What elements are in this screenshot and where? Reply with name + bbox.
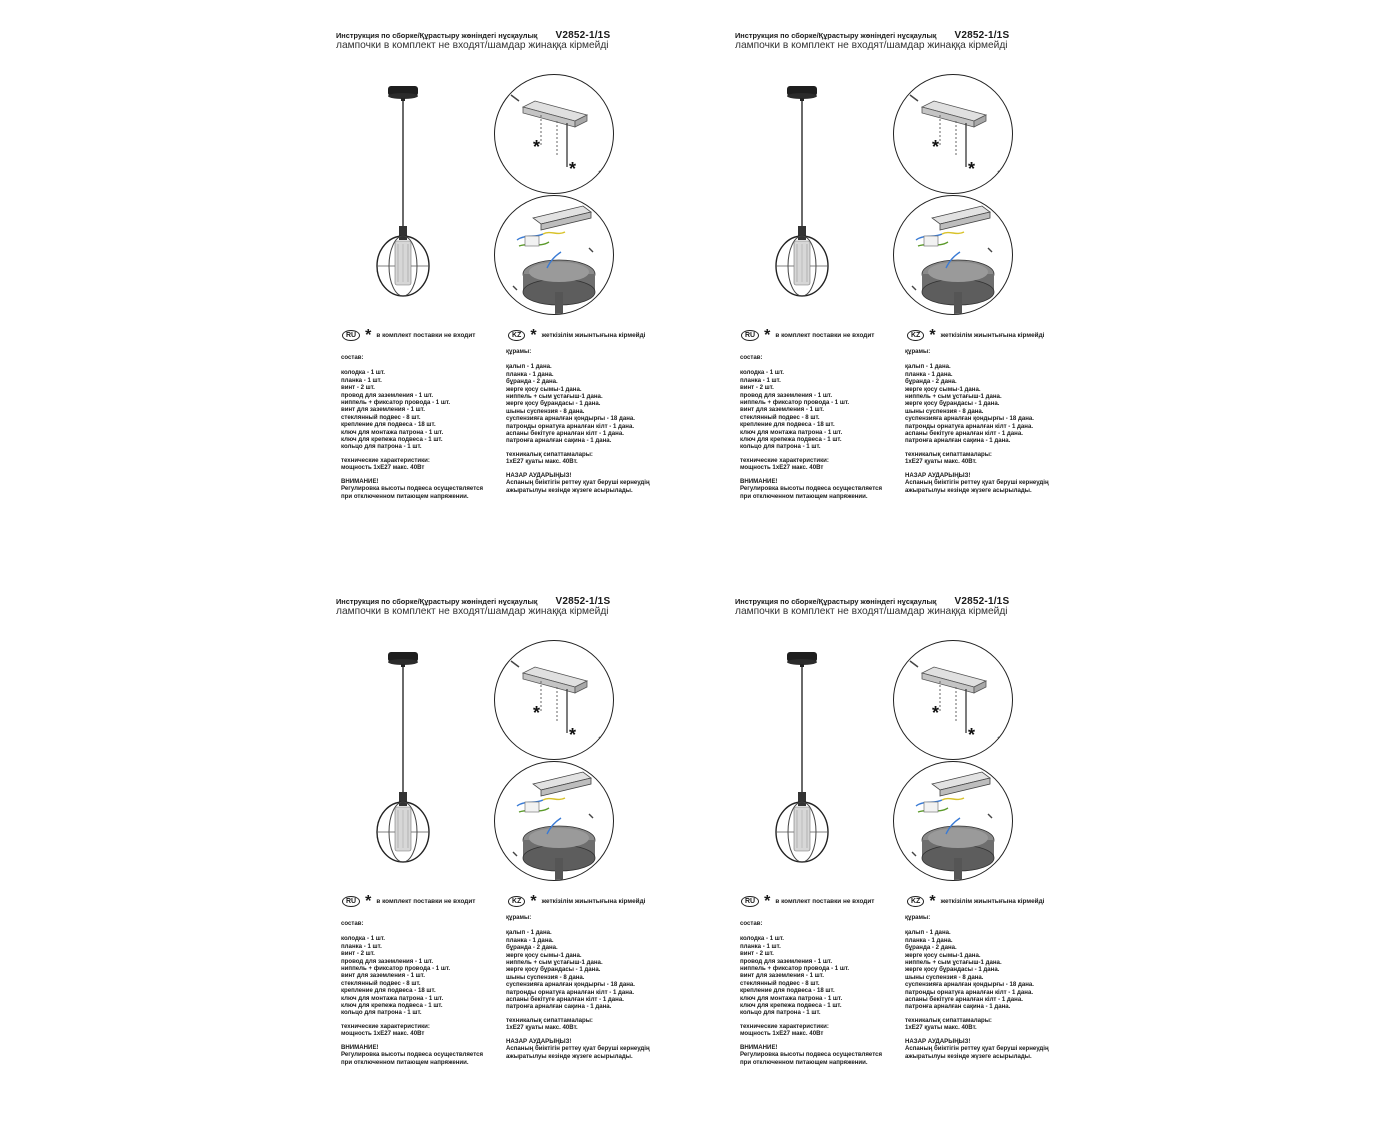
list-item: қалып - 1 дана.	[905, 929, 951, 937]
list-item: ключ для монтажа патрона - 1 шт.	[740, 994, 843, 1002]
pendant-lamp-illustration	[773, 642, 843, 872]
kz-warning-heading: НАЗАР АУДАРЫҢЫЗ!	[506, 471, 572, 479]
legend-kz	[508, 326, 646, 344]
list-item: ниппель + фиксатор провода - 1 шт.	[740, 965, 850, 973]
kz-contents-column	[905, 914, 1049, 1060]
kz-badge: KZ	[508, 896, 525, 907]
list-item: ниппель + фиксатор провода - 1 шт.	[740, 399, 850, 407]
instruction-sheet-bottom-right	[735, 596, 1075, 1116]
list-item: планка - 1 шт.	[740, 376, 781, 384]
list-item: ключ для крепежа подвеса - 1 шт.	[740, 1002, 842, 1010]
canopy-wiring-detail	[494, 195, 614, 315]
instruction-sheet-bottom-left	[336, 596, 676, 1116]
legend-ru	[342, 326, 476, 344]
list-item: бұранда - 2 дана.	[506, 944, 558, 952]
list-item: колодка - 1 шт.	[341, 935, 385, 943]
list-item: аспаны бекітуге арналған кілт - 1 дана.	[905, 996, 1023, 1004]
asterisk-icon: *	[929, 326, 936, 344]
kz-badge: KZ	[508, 330, 525, 341]
list-item: планка - 1 шт.	[740, 942, 781, 950]
kz-parts-list	[905, 363, 1049, 444]
list-item: ниппель + сым ұстағыш-1 дана.	[905, 959, 1002, 967]
list-item: ниппель + сым ұстағыш-1 дана.	[506, 393, 603, 401]
svg-text:*: *	[968, 159, 976, 179]
kz-contents-heading: құрамы:	[506, 348, 532, 355]
kz-tech-value: 1хЕ27 қуаты макс. 40Вт.	[506, 458, 578, 466]
kz-badge: KZ	[907, 330, 924, 341]
kz-badge: KZ	[907, 896, 924, 907]
ru-warning-heading: ВНИМАНИЕ!	[341, 1043, 379, 1051]
kz-parts-list	[506, 363, 650, 444]
kz-warning-line: Аспаның биіктігін реттеу қуат беруші кернеудің	[905, 479, 1049, 487]
ru-warning-heading: ВНИМАНИЕ!	[740, 477, 778, 485]
list-item: крепление для подвеса - 18 шт.	[341, 987, 436, 995]
list-item: ключ для крепежа подвеса - 1 шт.	[740, 436, 842, 444]
legend-kz	[508, 892, 646, 910]
list-item: винт для заземления - 1 шт.	[341, 972, 425, 980]
list-item: колодка - 1 шт.	[740, 369, 784, 377]
kz-contents-heading: құрамы:	[506, 914, 532, 921]
ru-tech-value: мощность 1хЕ27 макс. 40Вт	[740, 1030, 824, 1038]
list-item: ключ для монтажа патрона - 1 шт.	[740, 428, 843, 436]
bulbs-note: лампочки в комплект не входят/шамдар жинаққа кірмейді	[336, 606, 609, 617]
kz-warning-heading: НАЗАР АУДАРЫҢЫЗ!	[905, 471, 971, 479]
list-item: планка - 1 шт.	[341, 942, 382, 950]
title-text: Инструкция по сборке/Құрастыру жөніндегі нұсқаулық	[735, 597, 937, 606]
list-item: жерге қосу бұрандасы - 1 дана.	[905, 966, 1000, 974]
kz-contents-heading: құрамы:	[905, 348, 931, 355]
instruction-sheet-top-left	[336, 30, 676, 550]
legend-kz-text: жеткізілім жиынтығына кірмейді	[541, 332, 646, 339]
kz-tech-value: 1хЕ27 қуаты макс. 40Вт.	[905, 1024, 977, 1032]
asterisk-icon: *	[530, 892, 537, 910]
mounting-plate-detail	[494, 640, 614, 760]
list-item: патронды орнатуға арналған кілт - 1 дана.	[905, 422, 1034, 430]
list-item: винт для заземления - 1 шт.	[740, 972, 824, 980]
list-item: винт - 2 шт.	[341, 384, 375, 392]
mounting-plate-detail	[893, 640, 1013, 760]
ru-badge: RU	[741, 896, 759, 907]
list-item: ниппель + фиксатор провода - 1 шт.	[341, 965, 451, 973]
svg-text:*: *	[968, 725, 976, 745]
list-item: винт для заземления - 1 шт.	[341, 406, 425, 414]
kz-warning-heading: НАЗАР АУДАРЫҢЫЗ!	[506, 1037, 572, 1045]
list-item: патронды орнатуға арналған кілт - 1 дана.	[905, 988, 1034, 996]
list-item: колодка - 1 шт.	[740, 935, 784, 943]
asterisk-icon: *	[530, 326, 537, 344]
list-item: патронға арналған сақина - 1 дана.	[506, 1003, 612, 1011]
ru-parts-list	[341, 935, 483, 1016]
legend-ru-text: в комплект поставки не входит	[376, 898, 476, 905]
pendant-lamp-illustration	[374, 642, 444, 872]
kz-tech-value: 1хЕ27 қуаты макс. 40Вт.	[506, 1024, 578, 1032]
svg-text:*: *	[533, 137, 541, 157]
list-item: кольцо для патрона - 1 шт.	[740, 443, 821, 451]
ru-contents-heading: состав:	[341, 920, 364, 927]
list-item: патронға арналған сақина - 1 дана.	[905, 437, 1011, 445]
ru-warning-line: при отключенном питающем напряжении.	[740, 1058, 868, 1066]
list-item: ниппель + сым ұстағыш-1 дана.	[905, 393, 1002, 401]
list-item: ключ для крепежа подвеса - 1 шт.	[341, 436, 443, 444]
legend-kz-text: жеткізілім жиынтығына кірмейді	[940, 898, 1045, 905]
ru-warning-line: при отключенном питающем напряжении.	[341, 492, 469, 500]
kz-warning-line: ажыратылуы кезінде жүзеге асырылады.	[905, 486, 1032, 494]
legend-ru	[342, 892, 476, 910]
list-item: жерге қосу сымы-1 дана.	[506, 951, 582, 959]
list-item: провод для заземления - 1 шт.	[740, 957, 833, 965]
list-item: суспензияға арналған қондырғы - 18 дана.	[905, 981, 1034, 989]
ru-contents-column	[740, 354, 882, 500]
list-item: ключ для крепежа подвеса - 1 шт.	[341, 1002, 443, 1010]
list-item: бұранда - 2 дана.	[506, 378, 558, 386]
list-item: кольцо для патрона - 1 шт.	[341, 443, 422, 451]
legend-kz-text: жеткізілім жиынтығына кірмейді	[940, 332, 1045, 339]
kz-tech-value: 1хЕ27 қуаты макс. 40Вт.	[905, 458, 977, 466]
ru-badge: RU	[342, 330, 360, 341]
svg-text:*: *	[569, 725, 577, 745]
instruction-sheet-top-right	[735, 30, 1075, 550]
ru-warning-heading: ВНИМАНИЕ!	[341, 477, 379, 485]
list-item: жерге қосу бұрандасы - 1 дана.	[506, 400, 601, 408]
kz-tech-heading: техникалық сипаттамалары:	[506, 450, 593, 458]
kz-contents-heading: құрамы:	[905, 914, 931, 921]
kz-tech-heading: техникалық сипаттамалары:	[905, 450, 992, 458]
bulbs-note: лампочки в комплект не входят/шамдар жинаққа кірмейді	[735, 40, 1008, 51]
asterisk-icon: *	[764, 892, 771, 910]
canopy-wiring-detail	[893, 195, 1013, 315]
legend-ru	[741, 326, 875, 344]
kz-parts-list	[506, 929, 650, 1010]
list-item: жерге қосу сымы-1 дана.	[905, 951, 981, 959]
kz-warning-line: Аспаның биіктігін реттеу қуат беруші кернеудің	[506, 479, 650, 487]
list-item: жерге қосу сымы-1 дана.	[905, 385, 981, 393]
kz-contents-column	[905, 348, 1049, 494]
list-item: қалып - 1 дана.	[506, 363, 552, 371]
ru-parts-list	[740, 369, 882, 450]
list-item: қалып - 1 дана.	[506, 929, 552, 937]
model-number: V2852-1/1S	[954, 30, 1010, 41]
list-item: стеклянный подвес - 8 шт.	[341, 413, 421, 421]
ru-contents-heading: состав:	[740, 920, 763, 927]
list-item: шыны суспензия - 8 дана.	[905, 973, 984, 981]
pendant-lamp-illustration	[773, 76, 843, 306]
list-item: крепление для подвеса - 18 шт.	[740, 987, 835, 995]
bulbs-note: лампочки в комплект не входят/шамдар жинаққа кірмейді	[735, 606, 1008, 617]
kz-warning-line: Аспаның биіктігін реттеу қуат беруші кернеудің	[506, 1045, 650, 1053]
list-item: стеклянный подвес - 8 шт.	[341, 979, 421, 987]
ru-tech-heading: технические характеристики:	[341, 456, 430, 464]
list-item: стеклянный подвес - 8 шт.	[740, 413, 820, 421]
list-item: планка - 1 дана.	[905, 936, 953, 944]
legend-kz	[907, 326, 1045, 344]
list-item: патронды орнатуға арналған кілт - 1 дана.	[506, 422, 635, 430]
asterisk-icon: *	[365, 326, 372, 344]
list-item: провод для заземления - 1 шт.	[740, 391, 833, 399]
list-item: шыны суспензия - 8 дана.	[506, 407, 585, 415]
legend-ru-text: в комплект поставки не входит	[775, 898, 875, 905]
list-item: стеклянный подвес - 8 шт.	[740, 979, 820, 987]
kz-contents-column	[506, 348, 650, 494]
list-item: жерге қосу бұрандасы - 1 дана.	[905, 400, 1000, 408]
title-text: Инструкция по сборке/Құрастыру жөніндегі нұсқаулық	[336, 597, 538, 606]
list-item: кольцо для патрона - 1 шт.	[341, 1009, 422, 1017]
kz-contents-column	[506, 914, 650, 1060]
ru-warning-heading: ВНИМАНИЕ!	[740, 1043, 778, 1051]
list-item: ключ для монтажа патрона - 1 шт.	[341, 428, 444, 436]
asterisk-icon: *	[764, 326, 771, 344]
list-item: ниппель + сым ұстағыш-1 дана.	[506, 959, 603, 967]
kz-warning-line: ажыратылуы кезінде жүзеге асырылады.	[506, 486, 633, 494]
ru-warning-line: Регулировка высоты подвеса осуществляется	[740, 485, 883, 493]
ru-warning-line: Регулировка высоты подвеса осуществляется	[341, 1051, 484, 1059]
list-item: крепление для подвеса - 18 шт.	[740, 421, 835, 429]
list-item: планка - 1 дана.	[506, 370, 554, 378]
canopy-wiring-detail	[494, 761, 614, 881]
ru-tech-heading: технические характеристики:	[740, 1022, 829, 1030]
kz-warning-line: Аспаның биіктігін реттеу қуат беруші кернеудің	[905, 1045, 1049, 1053]
list-item: планка - 1 дана.	[905, 370, 953, 378]
mounting-plate-detail	[494, 74, 614, 194]
svg-text:*: *	[533, 703, 541, 723]
list-item: бұранда - 2 дана.	[905, 378, 957, 386]
list-item: винт - 2 шт.	[740, 950, 774, 958]
ru-warning-line: Регулировка высоты подвеса осуществляется	[341, 485, 484, 493]
list-item: аспаны бекітуге арналған кілт - 1 дана.	[506, 996, 624, 1004]
title-text: Инструкция по сборке/Құрастыру жөніндегі нұсқаулық	[336, 31, 538, 40]
title-text: Инструкция по сборке/Құрастыру жөніндегі нұсқаулық	[735, 31, 937, 40]
list-item: шыны суспензия - 8 дана.	[506, 973, 585, 981]
kz-warning-heading: НАЗАР АУДАРЫҢЫЗ!	[905, 1037, 971, 1045]
list-item: ключ для монтажа патрона - 1 шт.	[341, 994, 444, 1002]
canopy-wiring-detail	[893, 761, 1013, 881]
ru-contents-heading: состав:	[740, 354, 763, 361]
ru-tech-heading: технические характеристики:	[341, 1022, 430, 1030]
list-item: жерге қосу сымы-1 дана.	[506, 385, 582, 393]
list-item: ниппель + фиксатор провода - 1 шт.	[341, 399, 451, 407]
list-item: суспензияға арналған қондырғы - 18 дана.	[506, 981, 635, 989]
svg-text:*: *	[932, 137, 940, 157]
kz-parts-list	[905, 929, 1049, 1010]
list-item: патронға арналған сақина - 1 дана.	[506, 437, 612, 445]
list-item: патронды орнатуға арналған кілт - 1 дана.	[506, 988, 635, 996]
ru-contents-column	[341, 354, 483, 500]
kz-tech-heading: техникалық сипаттамалары:	[506, 1016, 593, 1024]
list-item: планка - 1 шт.	[341, 376, 382, 384]
mounting-plate-detail	[893, 74, 1013, 194]
svg-text:*: *	[932, 703, 940, 723]
asterisk-icon: *	[365, 892, 372, 910]
legend-ru	[741, 892, 875, 910]
ru-warning-line: при отключенном питающем напряжении.	[341, 1058, 469, 1066]
ru-badge: RU	[741, 330, 759, 341]
legend-kz	[907, 892, 1045, 910]
ru-warning-line: при отключенном питающем напряжении.	[740, 492, 868, 500]
ru-tech-value: мощность 1хЕ27 макс. 40Вт	[341, 1030, 425, 1038]
list-item: колодка - 1 шт.	[341, 369, 385, 377]
ru-badge: RU	[342, 896, 360, 907]
bulbs-note: лампочки в комплект не входят/шамдар жинаққа кірмейді	[336, 40, 609, 51]
svg-text:*: *	[569, 159, 577, 179]
asterisk-icon: *	[929, 892, 936, 910]
pendant-lamp-illustration	[374, 76, 444, 306]
list-item: жерге қосу бұрандасы - 1 дана.	[506, 966, 601, 974]
ru-parts-list	[341, 369, 483, 450]
list-item: кольцо для патрона - 1 шт.	[740, 1009, 821, 1017]
list-item: суспензияға арналған қондырғы - 18 дана.	[506, 415, 635, 423]
list-item: винт - 2 шт.	[740, 384, 774, 392]
list-item: крепление для подвеса - 18 шт.	[341, 421, 436, 429]
list-item: провод для заземления - 1 шт.	[341, 957, 434, 965]
ru-contents-column	[341, 920, 483, 1066]
kz-tech-heading: техникалық сипаттамалары:	[905, 1016, 992, 1024]
list-item: патронға арналған сақина - 1 дана.	[905, 1003, 1011, 1011]
ru-contents-heading: состав:	[341, 354, 364, 361]
ru-parts-list	[740, 935, 882, 1016]
ru-tech-value: мощность 1хЕ27 макс. 40Вт	[341, 464, 425, 472]
list-item: провод для заземления - 1 шт.	[341, 391, 434, 399]
list-item: винт для заземления - 1 шт.	[740, 406, 824, 414]
list-item: қалып - 1 дана.	[905, 363, 951, 371]
list-item: шыны суспензия - 8 дана.	[905, 407, 984, 415]
legend-kz-text: жеткізілім жиынтығына кірмейді	[541, 898, 646, 905]
ru-tech-heading: технические характеристики:	[740, 456, 829, 464]
list-item: суспензияға арналған қондырғы - 18 дана.	[905, 415, 1034, 423]
list-item: планка - 1 дана.	[506, 936, 554, 944]
list-item: аспаны бекітуге арналған кілт - 1 дана.	[905, 430, 1023, 438]
ru-contents-column	[740, 920, 882, 1066]
list-item: аспаны бекітуге арналған кілт - 1 дана.	[506, 430, 624, 438]
list-item: бұранда - 2 дана.	[905, 944, 957, 952]
ru-tech-value: мощность 1хЕ27 макс. 40Вт	[740, 464, 824, 472]
kz-warning-line: ажыратылуы кезінде жүзеге асырылады.	[905, 1052, 1032, 1060]
model-number: V2852-1/1S	[555, 30, 611, 41]
model-number: V2852-1/1S	[555, 596, 611, 607]
legend-ru-text: в комплект поставки не входит	[376, 332, 476, 339]
ru-warning-line: Регулировка высоты подвеса осуществляется	[740, 1051, 883, 1059]
legend-ru-text: в комплект поставки не входит	[775, 332, 875, 339]
list-item: винт - 2 шт.	[341, 950, 375, 958]
kz-warning-line: ажыратылуы кезінде жүзеге асырылады.	[506, 1052, 633, 1060]
model-number: V2852-1/1S	[954, 596, 1010, 607]
